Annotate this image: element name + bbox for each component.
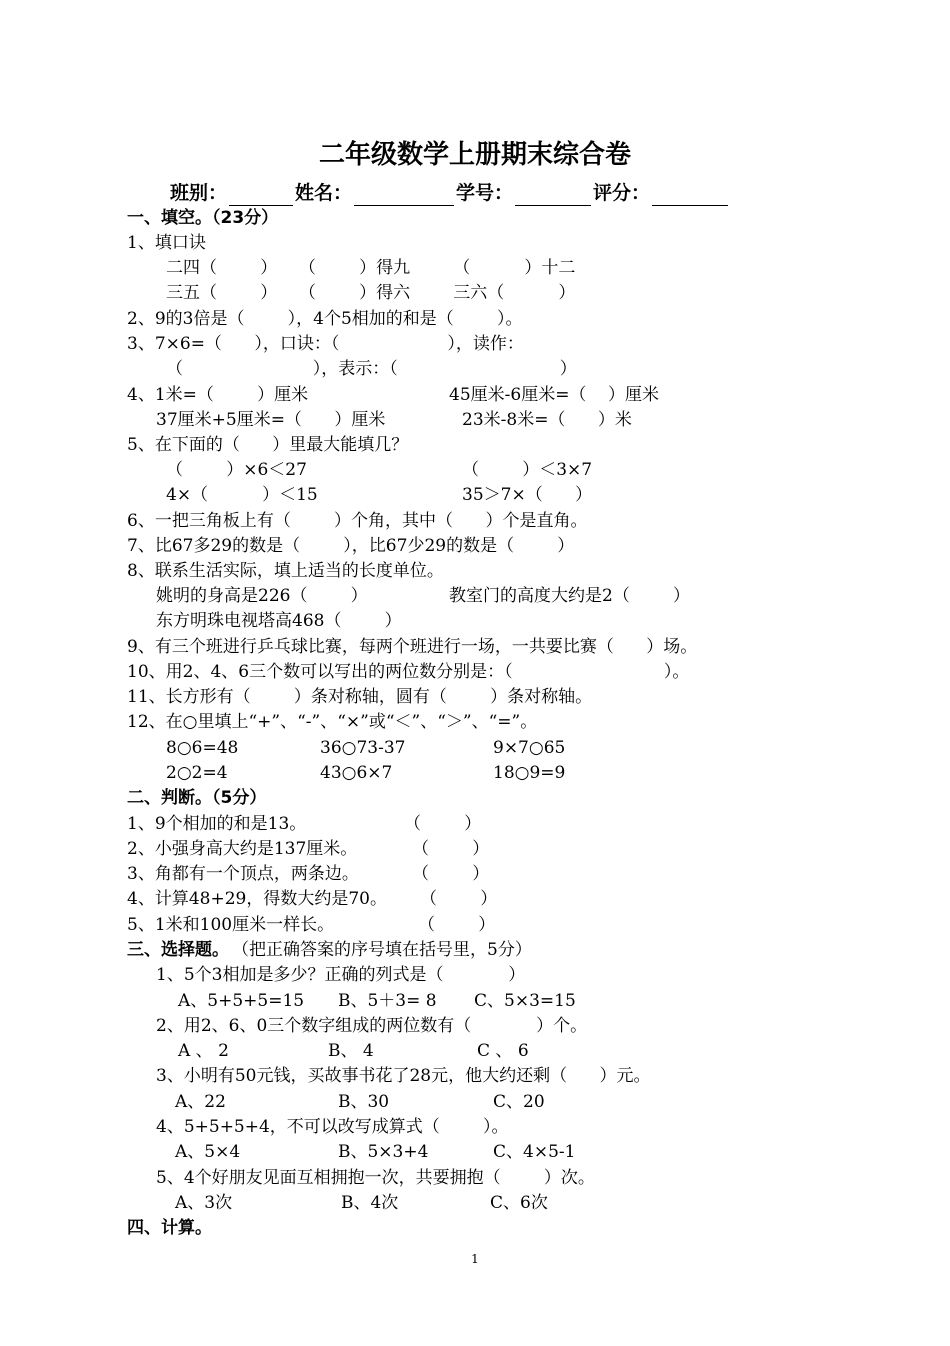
question-line: C、5×3=15 [474, 991, 576, 1011]
question-line: （ ），表示：（ ） [166, 359, 577, 379]
question-line: 3、小明有50元钱，买故事书花了28元，他大约还剩（ ）元。 [156, 1066, 651, 1086]
question-line: 9×7○65 [493, 738, 566, 758]
question-line: 36○73-37 [320, 738, 406, 758]
question-line: 11、长方形有（ ）条对称轴，圆有（ ）条对称轴。 [127, 687, 593, 707]
question-line: 4、1米=（ ）厘米 [127, 385, 309, 405]
id-label: 学号： [456, 182, 514, 204]
question-line: 12、在○里填上“+”、“-”、“×”或“＜”、“＞”、“=”。 [127, 712, 538, 732]
question-line: 1、9个相加的和是13。 [127, 814, 307, 834]
question-line: B、5×3+4 [338, 1142, 429, 1162]
question-line: 9、有三个班进行乒乓球比赛，每两个班进行一场，一共要比赛（ ）场。 [127, 637, 698, 657]
question-line: 43○6×7 [320, 763, 393, 783]
question-line: C、6次 [490, 1193, 548, 1213]
class-label: 班别： [170, 182, 228, 204]
question-line: 3、7×6=（ ），口诀：（ ），读作： [127, 334, 524, 354]
question-line: B、 4 [328, 1041, 374, 1061]
question-line: （ ）×6＜27 [166, 460, 307, 480]
student-info-header [170, 180, 730, 206]
question-line: A、5×4 [175, 1142, 241, 1162]
question-line: 4、5+5+5+4，不可以改写成算式（ ）。 [156, 1117, 509, 1137]
question-line: 8○6=48 [166, 738, 239, 758]
question-line: 6、一把三角板上有（ ）个角，其中（ ）个是直角。 [127, 511, 588, 531]
section-heading: 三、选择题。 [127, 940, 229, 960]
question-line: 2、小强身高大约是137厘米。 [127, 839, 358, 859]
score-label: 评分： [593, 182, 651, 204]
question-line: 教室门的高度大约是2（ ） [449, 586, 691, 606]
question-line: 二四（ ） （ ）得九 （ ）十二 [166, 258, 576, 278]
question-line: A、5+5+5=15 [178, 991, 305, 1011]
question-line: C 、 6 [477, 1041, 529, 1061]
question-line: 37厘米+5厘米=（ ）厘米 [156, 410, 386, 430]
name-blank[interactable] [354, 187, 454, 206]
question-line: 姚明的身高是226（ ） [156, 586, 368, 606]
question-line: 45厘米-6厘米=（ ）厘米 [449, 385, 660, 405]
question-line: 7、比67多29的数是（ ），比67少29的数是（ ） [127, 536, 575, 556]
question-line: 23米-8米=（ ）米 [462, 410, 632, 430]
question-line: A、22 [175, 1092, 226, 1112]
question-line: 35＞7×（ ） [462, 485, 593, 505]
question-line: A、3次 [175, 1193, 233, 1213]
question-line: C、4×5-1 [493, 1142, 576, 1162]
question-line: 东方明珠电视塔高468（ ） [156, 611, 402, 631]
question-line: （ ） [420, 889, 498, 909]
question-line: 10、用2、4、6三个数可以写出的两位数分别是：（ ）。 [127, 662, 690, 682]
id-blank[interactable] [515, 187, 591, 206]
question-line: 5、1米和100厘米一样长。 [127, 915, 335, 935]
question-line: （ ） [418, 915, 496, 935]
question-line: （ ） [404, 814, 482, 834]
page-title: 二年级数学上册期末综合卷 [318, 140, 631, 170]
question-line: B、30 [338, 1092, 390, 1112]
question-line: 三五（ ） （ ）得六 三六（ ） [166, 283, 576, 303]
question-line: 2、用2、6、0三个数字组成的两位数有（ ）个。 [156, 1016, 588, 1036]
page-number: 1 [471, 1252, 479, 1266]
question-line: （ ）＜3×7 [462, 460, 593, 480]
question-line: C、20 [493, 1092, 545, 1112]
question-line: 2、9的3倍是（ ），4个5相加的和是（ ）。 [127, 309, 523, 329]
question-line: 4、计算48+29，得数大约是70。 [127, 889, 387, 909]
score-blank[interactable] [652, 187, 728, 206]
section-heading: 二、判断。（5分） [127, 788, 267, 808]
question-line: 1、填口诀 [127, 233, 206, 253]
section-heading: 四、计算。 [127, 1218, 212, 1238]
question-line: 4×（ ）＜15 [166, 485, 318, 505]
question-line: （ ） [412, 839, 490, 859]
question-line: （ ） [412, 864, 490, 884]
question-line: （把正确答案的序号填在括号里，5分） [232, 940, 532, 960]
class-blank[interactable] [229, 187, 293, 206]
question-line: B、4次 [341, 1193, 399, 1213]
section-heading: 一、填空。（23分） [127, 208, 279, 228]
question-line: 5、在下面的（ ）里最大能填几？ [127, 435, 409, 455]
name-label: 姓名： [295, 182, 353, 204]
question-line: 2○2=4 [166, 763, 228, 783]
question-line: 1、5个3相加是多少？正确的列式是（ ） [156, 965, 526, 985]
question-line: 5、4个好朋友见面互相拥抱一次，共要拥抱（ ）次。 [156, 1168, 595, 1188]
question-line: B、5＋3= 8 [338, 991, 437, 1011]
question-line: 3、角都有一个顶点，两条边。 [127, 864, 359, 884]
question-line: 18○9=9 [493, 763, 566, 783]
question-line: 8、联系生活实际，填上适当的长度单位。 [127, 561, 444, 581]
question-line: A 、 2 [178, 1041, 229, 1061]
